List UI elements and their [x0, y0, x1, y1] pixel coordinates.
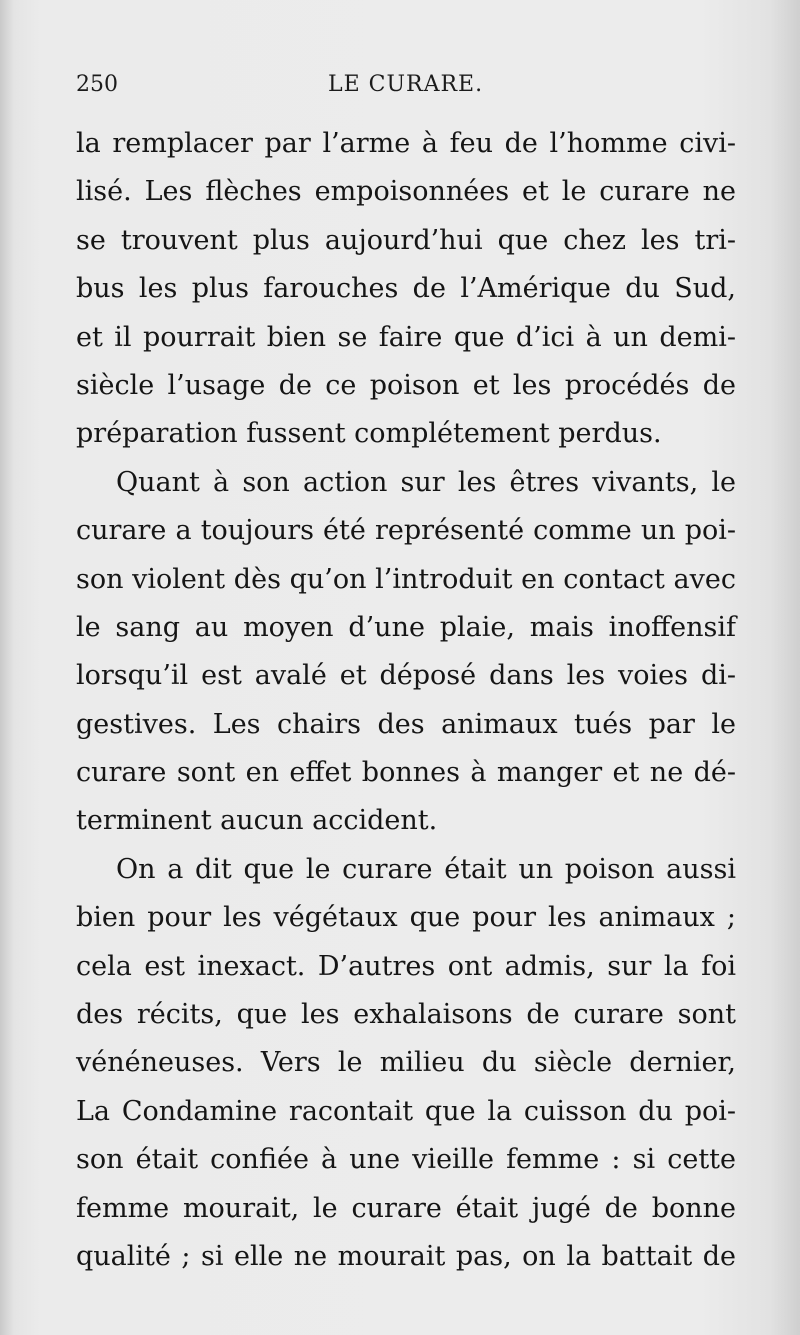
- page-number: 250: [76, 72, 118, 97]
- text-line-paragraph-start: On a dit que le curare était un poison aussi: [116, 853, 736, 885]
- text-line: cela est inexact. D’autres ont admis, sur la foi: [76, 950, 736, 982]
- text-line: gestives. Les chairs des animaux tués par le: [76, 708, 736, 740]
- text-line: son était confiée à une vieille femme : si cette: [76, 1144, 736, 1176]
- text-line-paragraph-end: préparation fussent complétement perdus.: [76, 418, 662, 450]
- text-line: lorsqu’il est avalé et déposé dans les voies di-: [76, 660, 736, 692]
- text-line-paragraph-start: Quant à son action sur les êtres vivants, le: [116, 466, 736, 498]
- text-line: la remplacer par l’arme à feu de l’homme civi-: [76, 128, 736, 159]
- text-line: femme mourait, le curare était jugé de bonne: [76, 1192, 736, 1224]
- text-line: bien pour les végétaux que pour les animaux ;: [76, 902, 736, 934]
- text-line-paragraph-end: terminent aucun accident.: [76, 805, 438, 837]
- text-line: se trouvent plus aujourd’hui que chez les tri-: [76, 224, 736, 256]
- text-line: le sang au moyen d’une plaie, mais inoffensif: [76, 611, 736, 643]
- text-line: son violent dès qu’on l’introduit en contact avec: [76, 563, 736, 595]
- text-line: bus les plus farouches de l’Amérique du Sud,: [76, 273, 736, 305]
- text-line: des récits, que les exhalaisons de curare sont: [76, 999, 736, 1031]
- text-line: curare sont en effet bonnes à manger et ne dé-: [76, 757, 736, 789]
- text-line: curare a toujours été représenté comme un poi-: [76, 515, 736, 547]
- text-line: vénéneuses. Vers le milieu du siècle dernier,: [76, 1047, 736, 1079]
- text-line: siècle l’usage de ce poison et les procédés de: [76, 369, 736, 401]
- text-line: lisé. Les flèches empoisonnées et le curare ne: [76, 176, 736, 208]
- page-header: [76, 72, 736, 108]
- running-title: LE CURARE.: [328, 72, 484, 97]
- body-text: [76, 120, 736, 1281]
- text-line: qualité ; si elle ne mourait pas, on la battait de: [76, 1240, 736, 1272]
- text-line: et il pourrait bien se faire que d’ici à un demi-: [76, 321, 736, 353]
- text-line: La Condamine racontait que la cuisson du poi-: [76, 1095, 736, 1127]
